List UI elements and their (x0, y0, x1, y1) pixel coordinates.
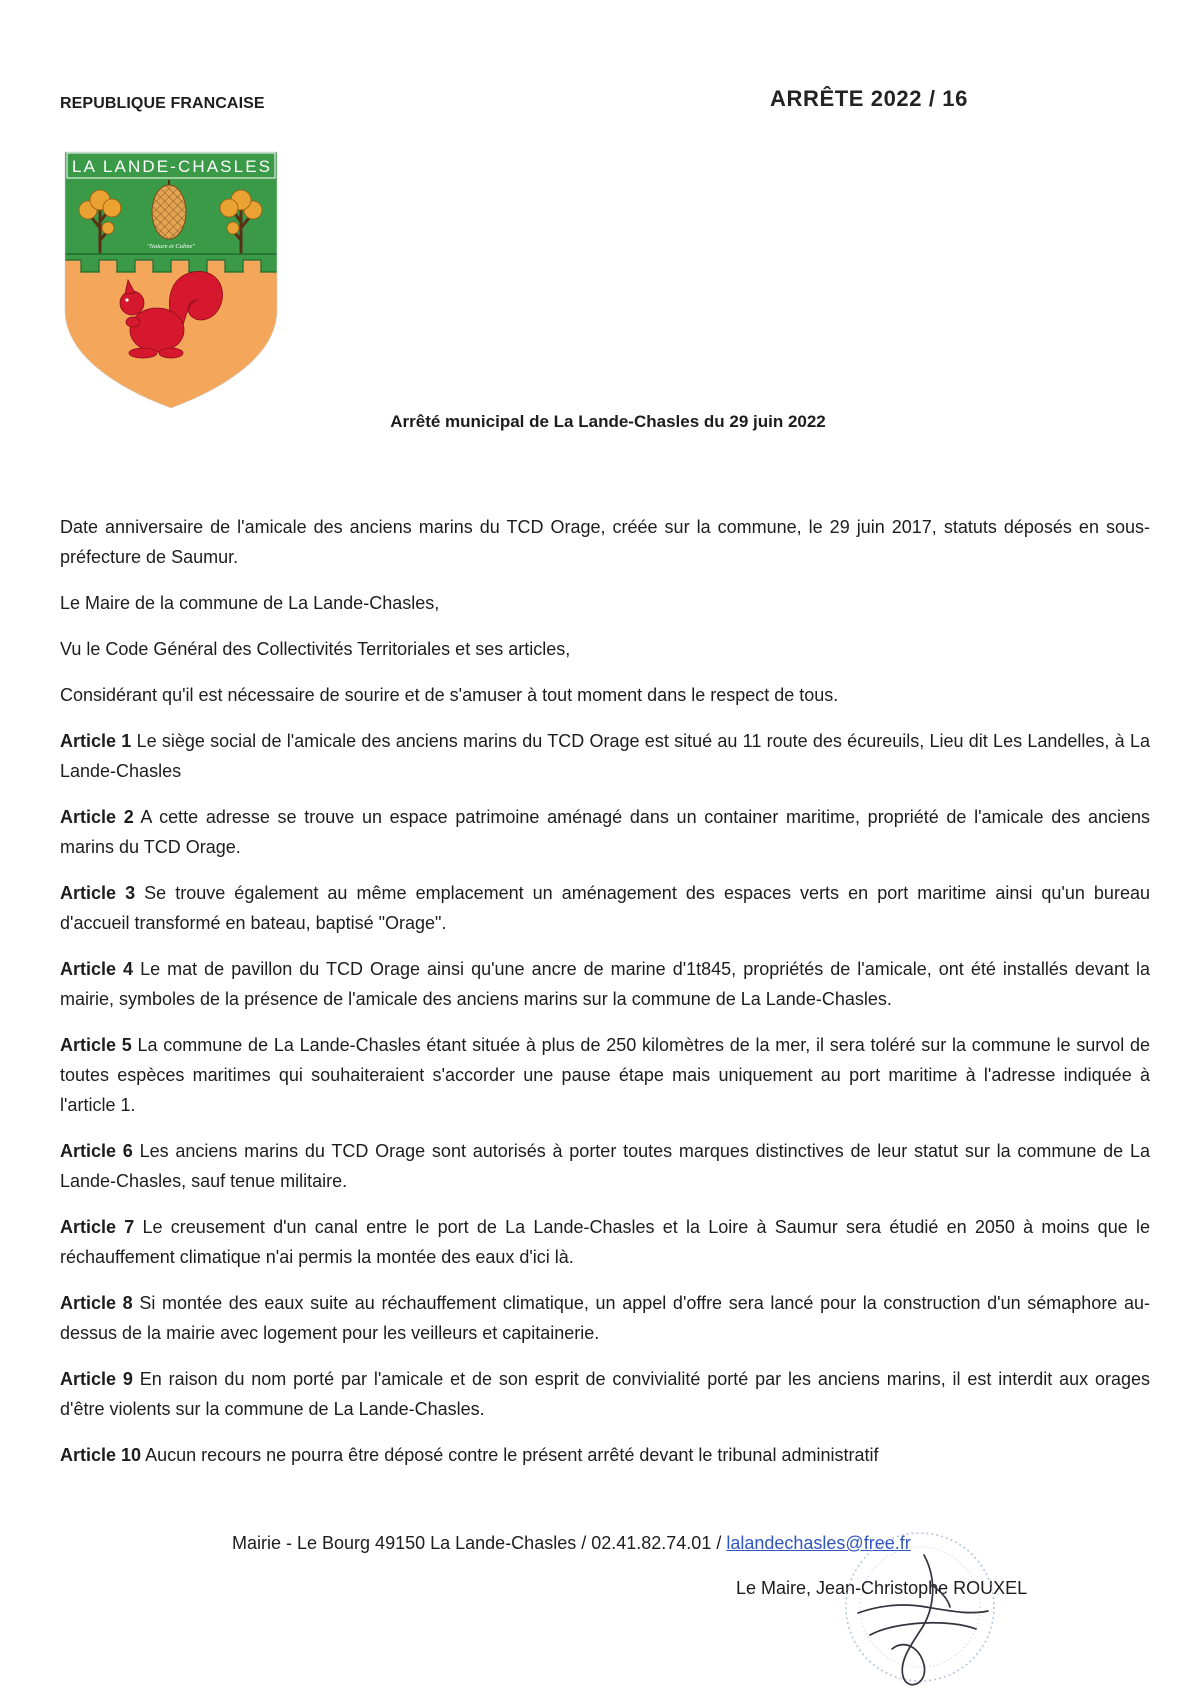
article-text: A cette adresse se trouve un espace patrimoine aménagé dans un container maritime, propriété de l'amicale des anciens marins du TCD Orage. (60, 807, 1150, 857)
banner-text: LA LANDE-CHASLES (72, 157, 270, 176)
republic-heading: REPUBLIQUE FRANCAISE (60, 95, 265, 112)
signature-icon (858, 1555, 988, 1685)
decree-number: ARRÊTE 2022 / 16 (770, 86, 968, 111)
article-1 (60, 726, 1150, 786)
preamble-paragraph: Vu le Code Général des Collectivités Territoriales et ses articles, (60, 639, 571, 659)
article-8 (60, 1288, 1150, 1348)
decree-body (60, 512, 1150, 1486)
article-label: Article 1 (60, 731, 132, 751)
article-text: Se trouve également au même emplacement un aménagement des espaces verts en port maritime ainsi qu'un bureau d'accueil transformé en bateau, baptisé "Orage". (60, 883, 1150, 933)
article-text: La commune de La Lande-Chasles étant située à plus de 250 kilomètres de la mer, il sera toléré sur la commune le survol de toutes espèces maritimes qui souhaiteraient s'accorder une pause étape mais uniquement au port maritime à l'adresse indiquée à l'article 1. (60, 1035, 1150, 1115)
article-label: Article 2 (60, 807, 134, 827)
decree-title: Arrêté municipal de La Lande-Chasles du 29 juin 2022 (390, 412, 826, 431)
article-3 (60, 878, 1150, 938)
coat-of-arms-icon (63, 150, 279, 412)
article-label: Article 8 (60, 1293, 133, 1313)
article-2 (60, 802, 1150, 862)
article-text: En raison du nom porté par l'amicale et de son esprit de convivialité porté par les anciens marins, il est interdit aux orages d'être violents sur la commune de La Lande-Chasles. (60, 1369, 1150, 1419)
article-label: Article 9 (60, 1369, 133, 1389)
preamble-paragraph: Considérant qu'il est nécessaire de sourire et de s'amuser à tout moment dans le respect de tous. (60, 685, 839, 705)
article-6 (60, 1136, 1150, 1196)
article-label: Article 6 (60, 1141, 133, 1161)
article-10 (60, 1440, 1150, 1470)
email-link[interactable]: lalandechasles@free.fr (726, 1533, 911, 1553)
article-label: Article 3 (60, 883, 136, 903)
mayor-signatory: Le Maire, Jean-Christophe ROUXEL (736, 1578, 1028, 1598)
article-text: Les anciens marins du TCD Orage sont autorisés à porter toutes marques distinctives de leur statut sur la commune de La Lande-Chasles, sauf tenue militaire. (60, 1141, 1150, 1191)
official-stamp-icon (800, 1515, 1050, 1695)
article-text: Aucun recours ne pourra être déposé contre le présent arrêté devant le tribunal administratif (145, 1445, 879, 1465)
article-9 (60, 1364, 1150, 1424)
article-text: Le creusement d'un canal entre le port de La Lande-Chasles et la Loire à Saumur sera étudié en 2050 à moins que le réchauffement climatique n'ai permis la montée des eaux d'ici là. (60, 1217, 1150, 1267)
article-label: Article 10 (60, 1445, 142, 1465)
article-label: Article 4 (60, 959, 134, 979)
address-text: Mairie - Le Bourg 49150 La Lande-Chasles / 02.41.82.74.01 / (232, 1533, 727, 1553)
preamble-paragraph: Date anniversaire de l'amicale des anciens marins du TCD Orage, créée sur la commune, le 29 juin 2017, statuts déposés en sous-préfecture de Saumur. (60, 517, 1150, 567)
article-text: Si montée des eaux suite au réchauffement climatique, un appel d'offre sera lancé pour la construction d'un sémaphore au-dessus de la mairie avec logement pour les veilleurs et capitainerie. (60, 1293, 1150, 1343)
article-5 (60, 1030, 1150, 1120)
article-text: Le siège social de l'amicale des anciens marins du TCD Orage est situé au 11 route des écureuils, Lieu dit Les Landelles, à La Lande-Chasles (60, 731, 1150, 781)
article-7 (60, 1212, 1150, 1272)
stamp-outer-ring (846, 1533, 994, 1681)
motto-text: "Nature et Calme" (146, 243, 196, 250)
preamble-paragraph: Le Maire de la commune de La Lande-Chasles, (60, 593, 440, 613)
article-4 (60, 954, 1150, 1014)
article-label: Article 5 (60, 1035, 132, 1055)
article-text: Le mat de pavillon du TCD Orage ainsi qu'une ancre de marine d'1t845, propriétés de l'amicale, ont été installés devant la mairie, symboles de la présence de l'amicale des anciens marins sur la commune de La Lande-Chasles. (60, 959, 1150, 1009)
article-label: Article 7 (60, 1217, 135, 1237)
